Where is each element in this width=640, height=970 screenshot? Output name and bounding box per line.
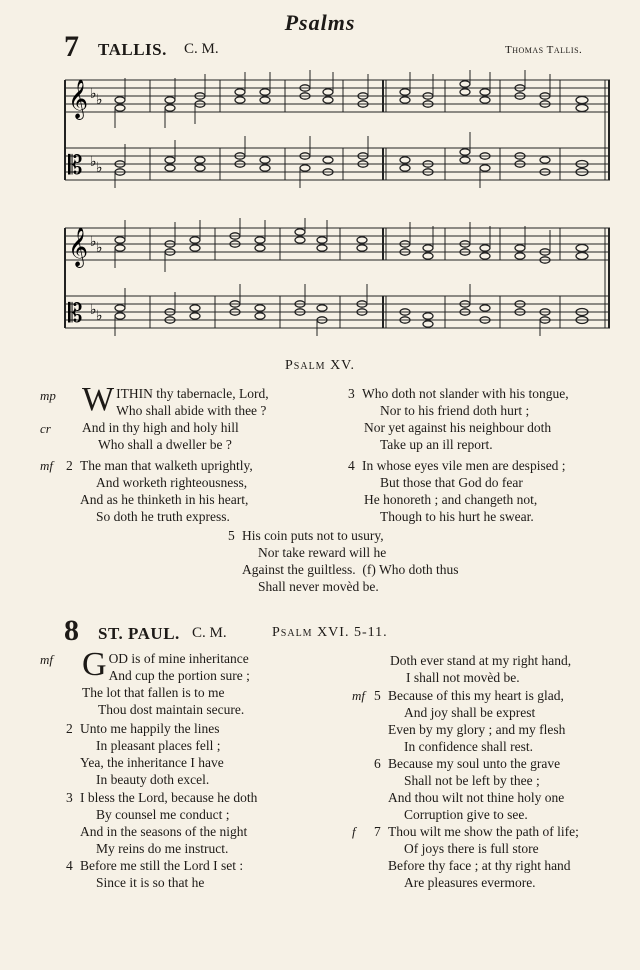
svg-text:♭: ♭ bbox=[90, 155, 97, 170]
psalm-16-title: Psalm XVI. 5-11. bbox=[272, 625, 388, 640]
stanza-line: Thou dost maintain secure. bbox=[98, 702, 245, 717]
hymn-7-number: 7 bbox=[64, 30, 79, 63]
psalm-16-stanza-1 bbox=[82, 646, 250, 718]
stanza-line: Take up an ill report. bbox=[380, 437, 493, 452]
stanza-line: Against the guiltless. bbox=[242, 562, 356, 577]
hymn-8-number: 8 bbox=[64, 614, 79, 647]
stanza-line: But those that God do fear bbox=[380, 475, 523, 490]
stanza-line: In beauty doth excel. bbox=[96, 772, 210, 787]
svg-text:♭: ♭ bbox=[96, 309, 103, 324]
psalm-15-stanza-1 bbox=[82, 381, 269, 453]
stanza-line: Because my soul unto the grave bbox=[388, 756, 561, 771]
dynamic-mf: mf bbox=[40, 458, 53, 473]
stanza-line: Shall never movèd be. bbox=[258, 579, 379, 594]
stanza-line: And in thy high and holy hill bbox=[82, 420, 239, 435]
dynamic-mf: mf bbox=[352, 688, 365, 703]
svg-text:𝄞: 𝄞 bbox=[68, 79, 89, 119]
stanza-line: Because of this my heart is glad, bbox=[388, 688, 564, 703]
stanza-line: He honoreth ; and changeth not, bbox=[364, 492, 538, 507]
stanza-line: The lot that fallen is to me bbox=[82, 685, 225, 700]
svg-text:♭: ♭ bbox=[90, 87, 97, 102]
dynamic-mf: mf bbox=[40, 652, 53, 667]
stanza-line: Nor to his friend doth hurt ; bbox=[380, 403, 530, 418]
drop-cap: W bbox=[82, 381, 115, 418]
psalm-15-stanza-4 bbox=[348, 457, 566, 525]
stanza-line: And joy shall be exprest bbox=[404, 705, 536, 720]
hymn-7-tune: TALLIS. bbox=[98, 40, 167, 59]
stanza-number: 5 bbox=[374, 688, 381, 703]
psalm-16-stanza-6 bbox=[374, 755, 564, 823]
psalm-15-title: Psalm XV. bbox=[285, 358, 355, 373]
stanza-line: Who doth not slander with his tongue, bbox=[362, 386, 569, 401]
stanza-line: By counsel me conduct ; bbox=[96, 807, 230, 822]
stanza-number: 4 bbox=[66, 858, 73, 873]
psalm-16-stanza-4-continued bbox=[390, 652, 571, 686]
psalm-15-stanza-5 bbox=[228, 527, 459, 595]
stanza-number: 2 bbox=[66, 721, 73, 736]
psalm-15-stanza-2 bbox=[66, 457, 253, 525]
dynamic-f: f bbox=[352, 824, 356, 839]
psalm-16-stanza-4 bbox=[66, 857, 243, 891]
svg-text:♭: ♭ bbox=[96, 93, 103, 108]
stanza-number: 3 bbox=[66, 790, 73, 805]
svg-text:♭: ♭ bbox=[90, 235, 97, 250]
stanza-line: Before me still the Lord I set : bbox=[80, 858, 244, 873]
stanza-number: 4 bbox=[348, 458, 355, 473]
stanza-line: Though to his hurt he swear. bbox=[380, 509, 534, 524]
psalm-16-stanza-7 bbox=[374, 823, 579, 891]
stanza-line: Corruption give to see. bbox=[404, 807, 528, 822]
stanza-line: So doth he truth express. bbox=[96, 509, 230, 524]
stanza-line: And in the seasons of the night bbox=[80, 824, 248, 839]
psalm-16-stanza-2 bbox=[66, 720, 224, 788]
stanza-line: Yea, the inheritance I have bbox=[80, 755, 224, 770]
psalm-16-stanza-5 bbox=[374, 687, 565, 755]
stanza-line: His coin puts not to usury, bbox=[242, 528, 384, 543]
stanza-number: 2 bbox=[66, 458, 73, 473]
stanza-number: 7 bbox=[374, 824, 381, 839]
stanza-line: ITHIN thy tabernacle, Lord, bbox=[116, 386, 269, 401]
stanza-line: Doth ever stand at my right hand, bbox=[390, 653, 572, 668]
music-score-system-1 bbox=[60, 70, 612, 190]
stanza-line: Of joys there is full store bbox=[404, 841, 539, 856]
stanza-line: I shall not movèd be. bbox=[406, 670, 520, 685]
stanza-line: I bless the Lord, because he doth bbox=[80, 790, 258, 805]
stanza-line: And worketh righteousness, bbox=[96, 475, 248, 490]
stanza-line: The man that walketh uprightly, bbox=[80, 458, 253, 473]
svg-text:♭: ♭ bbox=[90, 303, 97, 318]
svg-text:♭: ♭ bbox=[96, 161, 103, 176]
stanza-line: Unto me happily the lines bbox=[80, 721, 220, 736]
hymn-7-meter: C. M. bbox=[184, 41, 219, 57]
stanza-line: Since it is so that he bbox=[96, 875, 205, 890]
stanza-line: Before thy face ; at thy right hand bbox=[388, 858, 571, 873]
hymn-8-tune: ST. PAUL. bbox=[98, 624, 180, 643]
stanza-line: Even by my glory ; and my flesh bbox=[388, 722, 566, 737]
dynamic-cr: cr bbox=[40, 421, 51, 436]
dynamic-mp: mp bbox=[40, 388, 56, 403]
psalm-16-stanza-3 bbox=[66, 789, 257, 857]
svg-text:♭: ♭ bbox=[96, 241, 103, 256]
stanza-number: 6 bbox=[374, 756, 381, 771]
psalm-15-stanza-3 bbox=[348, 385, 569, 453]
music-score-system-2 bbox=[60, 218, 612, 338]
stanza-line: Thou wilt me show the path of life; bbox=[388, 824, 579, 839]
stanza-number: 5 bbox=[228, 528, 235, 543]
stanza-line: Nor take reward will he bbox=[258, 545, 387, 560]
stanza-line: In pleasant places fell ; bbox=[96, 738, 221, 753]
svg-text:𝄞: 𝄞 bbox=[68, 227, 89, 267]
stanza-line: Who shall a dweller be ? bbox=[98, 437, 232, 452]
stanza-line: OD is of mine inheritance bbox=[108, 651, 249, 666]
stanza-line: Shall not be left by thee ; bbox=[404, 773, 540, 788]
stanza-line: And as he thinketh in his heart, bbox=[80, 492, 249, 507]
hymn-8-meter: C. M. bbox=[192, 625, 227, 641]
stanza-line: Nor yet against his neighbour doth bbox=[364, 420, 552, 435]
stanza-line: Who shall abide with thee ? bbox=[116, 403, 267, 418]
page-header: Psalms bbox=[284, 10, 356, 35]
stanza-line: And thou wilt not thine holy one bbox=[388, 790, 565, 805]
hymn-7-composer: Thomas Tallis. bbox=[505, 44, 583, 56]
stanza-line: Are pleasures evermore. bbox=[404, 875, 536, 890]
svg-text:𝄡: 𝄡 bbox=[68, 151, 83, 181]
stanza-line: And cup the portion sure ; bbox=[108, 668, 250, 683]
stanza-line: In whose eyes vile men are despised ; bbox=[362, 458, 566, 473]
drop-cap: G bbox=[82, 646, 107, 683]
svg-text:𝄡: 𝄡 bbox=[68, 299, 83, 329]
stanza-line-dynamic: (f) Who doth thus bbox=[362, 562, 459, 577]
stanza-number: 3 bbox=[348, 386, 355, 401]
stanza-line: My reins do me instruct. bbox=[96, 841, 229, 856]
stanza-line: In confidence shall rest. bbox=[404, 739, 533, 754]
